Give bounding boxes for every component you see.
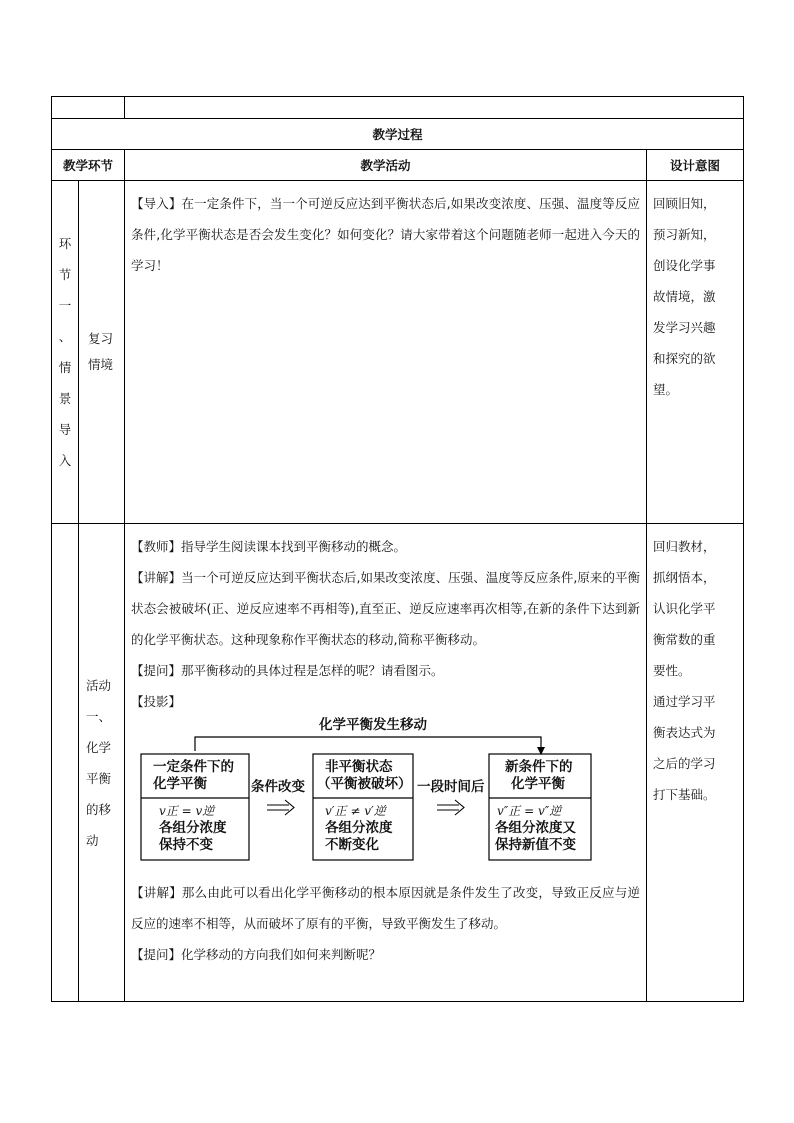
sub-stage-line: 一、: [86, 708, 112, 724]
sub-stage-line: 动: [86, 832, 99, 848]
section-title-row: [52, 119, 744, 150]
explain-paragraph-2: 【讲解】那么由此可以看出化学平衡移动的根本原因就是条件发生了改变，导致正反应与逆反应的速率不相等，从而破坏了原有的平衡，导致平衡发生了移动。: [131, 885, 640, 931]
stage-char: 节: [58, 267, 72, 282]
box1-desc-line: 各组分浓度: [159, 820, 227, 836]
stage-char: 环: [58, 236, 72, 251]
intent-line: 衡常数的重: [653, 632, 716, 647]
stage-char: 景: [58, 391, 72, 406]
intent-line: 认识化学平: [653, 601, 716, 616]
intent-line: 望。: [653, 382, 679, 397]
stage-row-1: [52, 181, 744, 524]
activity-cell-1: [125, 181, 647, 524]
intent-line: 打下基础。: [653, 787, 716, 802]
teacher-paragraph: 【教师】指导学生阅读课本找到平衡移动的概念。: [131, 539, 407, 554]
intent-line: 故情境，激: [653, 289, 716, 304]
equilibrium-shift-diagram: [131, 717, 651, 877]
sub-stage-line: 的移: [86, 801, 112, 817]
intent-cell-1: [647, 181, 744, 524]
lesson-plan-table: [51, 96, 744, 1002]
stage-label-1: [52, 181, 79, 524]
box2-desc-line: 不断变化: [325, 837, 379, 853]
blank-top-row: [52, 97, 744, 119]
section-title: 教学过程: [52, 119, 744, 150]
projection-label: 【投影】: [131, 694, 182, 709]
intro-paragraph: 【导入】在一定条件下，当一个可逆反应达到平衡状态后,如果改变浓度、压强、温度等反应条件,化学平衡状态是否会发生变化？如何变化？请大家带着这个问题随老师一起进入今天的学习！: [131, 196, 640, 273]
intent-line: 和探究的欲: [653, 351, 716, 366]
box2-title-line: 非平衡状态: [325, 759, 393, 775]
intent-line: 回顾旧知，: [653, 196, 716, 211]
header-activity: 教学活动: [125, 150, 647, 181]
stage-char: 、: [58, 329, 72, 344]
intent-line: 创设化学事: [653, 258, 716, 273]
sub-stage-line: 复习: [88, 331, 114, 346]
blank-cell-left: [52, 97, 125, 119]
activity-cell-2: [125, 524, 647, 1002]
box2-desc-line: 各组分浓度: [325, 820, 393, 836]
question-paragraph-2: 【提问】化学移动的方向我们如何来判断呢？: [131, 947, 382, 962]
stage-char: 导: [58, 422, 72, 437]
stage-char: 一: [58, 298, 72, 313]
intent-line: 抓纲悟本，: [653, 570, 716, 585]
intent-line: 通过学习平: [653, 694, 716, 709]
box3-desc-line: 各组分浓度又: [495, 820, 576, 836]
arrow2-label: 一段时间后: [417, 779, 485, 795]
header-stage: 教学环节: [52, 150, 125, 181]
box1-rate: v正 = v逆: [159, 804, 215, 818]
sub-stage-2: [79, 524, 125, 1002]
sub-stage-line: 化学: [86, 739, 112, 755]
box3-desc-line: 保持新值不变: [495, 837, 576, 853]
diagram-top-label: 化学平衡发生移动: [319, 717, 427, 733]
sub-stage-1: [79, 181, 125, 524]
intent-line: 发学习兴趣: [653, 320, 716, 335]
stage-char: 情: [58, 360, 72, 375]
explain-paragraph-1: 【讲解】当一个可逆反应达到平衡状态后,如果改变浓度、压强、温度等反应条件,原来的平衡状态会被破坏(正、逆反应速率不再相等),直至正、逆反应速率再次相等,在新的条件下达到新的化学平衡状态。这种现象称作平衡状态的移动,简称平衡移动。: [131, 570, 640, 647]
sub-stage-line: 活动: [86, 677, 112, 693]
box1-title-line: 一定条件下的: [153, 759, 234, 775]
box1-title-line: 化学平衡: [153, 776, 207, 792]
intent-line: 衡表达式为: [653, 725, 716, 740]
sub-stage-line: 平衡: [86, 770, 112, 786]
intent-line: 回归教材，: [653, 539, 716, 554]
stage-row-2: [52, 524, 744, 1002]
box1-desc-line: 保持不变: [159, 837, 213, 853]
sub-stage-line: 情境: [88, 357, 114, 372]
box3-rate: v″正 = v″逆: [497, 804, 562, 818]
intent-cell-2: [647, 524, 744, 1002]
box2-title-line: （平衡被破坏）: [317, 776, 412, 792]
diagram-lines: [131, 717, 651, 877]
header-intent: 设计意图: [647, 150, 744, 181]
question-paragraph-1: 【提问】那平衡移动的具体过程是怎样的呢？请看图示。: [131, 663, 444, 678]
intent-line: 之后的学习: [653, 756, 716, 771]
stage-char: 入: [58, 453, 72, 468]
stage-label-2: [52, 524, 79, 1002]
box2-rate: v′正 ≠ v′逆: [325, 804, 386, 818]
header-row: [52, 150, 744, 181]
box3-title-line: 化学平衡: [511, 776, 565, 792]
intent-line: 要性。: [653, 663, 691, 678]
intent-line: 预习新知，: [653, 227, 716, 242]
box3-title-line: 新条件下的: [505, 759, 573, 775]
arrow1-label: 条件改变: [251, 779, 305, 795]
blank-cell-right: [125, 97, 744, 119]
